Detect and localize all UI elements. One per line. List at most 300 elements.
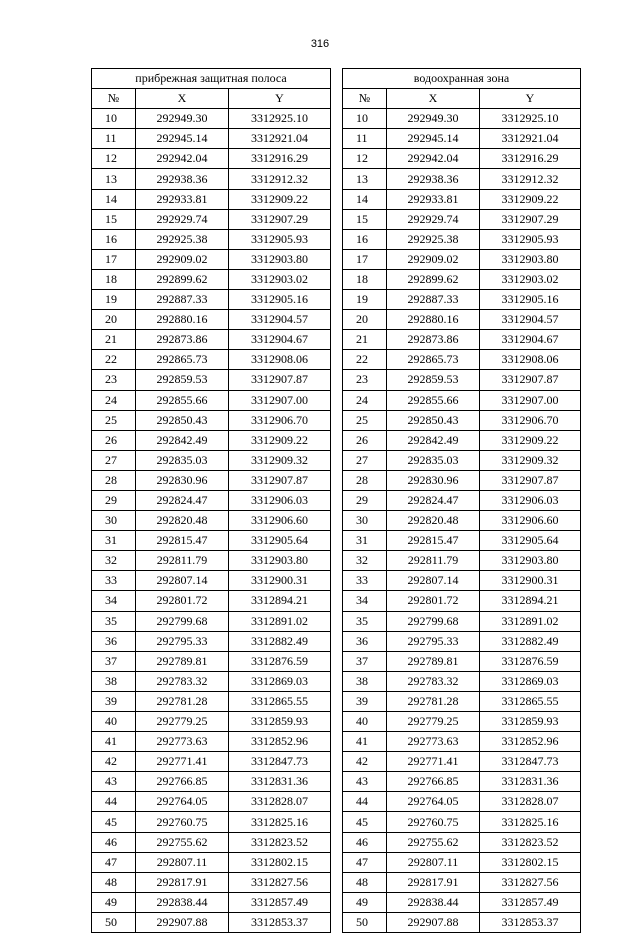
left-y-coordinate: 3312831.36 (229, 772, 331, 792)
left-point-number: 40 (92, 712, 136, 732)
left-point-number: 37 (92, 651, 136, 671)
right-x-coordinate: 292801.72 (387, 591, 480, 611)
right-y-coordinate: 3312903.02 (480, 269, 581, 289)
right-y-coordinate: 3312869.03 (480, 671, 581, 691)
right-x-coordinate: 292945.14 (387, 129, 480, 149)
table-gap (331, 350, 343, 370)
left-point-number: 48 (92, 872, 136, 892)
table-row (92, 410, 581, 430)
left-point-number: 50 (92, 912, 136, 932)
right-y-coordinate: 3312900.31 (480, 571, 581, 591)
left-y-coordinate: 3312859.93 (229, 712, 331, 732)
right-point-number: 43 (343, 772, 387, 792)
left-point-number: 12 (92, 149, 136, 169)
right-y-coordinate: 3312921.04 (480, 129, 581, 149)
table-gap (331, 189, 343, 209)
right-header-x: X (387, 89, 480, 109)
table-gap (331, 249, 343, 269)
left-x-coordinate: 292771.41 (136, 752, 229, 772)
left-point-number: 21 (92, 330, 136, 350)
left-y-coordinate: 3312906.03 (229, 490, 331, 510)
right-point-number: 44 (343, 792, 387, 812)
right-y-coordinate: 3312909.22 (480, 189, 581, 209)
table-row (92, 109, 581, 129)
right-y-coordinate: 3312847.73 (480, 752, 581, 772)
left-y-coordinate: 3312865.55 (229, 691, 331, 711)
left-x-coordinate: 292942.04 (136, 149, 229, 169)
table-row (92, 551, 581, 571)
left-x-coordinate: 292899.62 (136, 269, 229, 289)
table-gap (331, 892, 343, 912)
left-header-y: Y (229, 89, 331, 109)
right-y-coordinate: 3312825.16 (480, 812, 581, 832)
table-header-row (92, 89, 581, 109)
table-row (92, 892, 581, 912)
right-point-number: 48 (343, 872, 387, 892)
table-gap (331, 591, 343, 611)
right-x-coordinate: 292771.41 (387, 752, 480, 772)
table-gap (331, 772, 343, 792)
left-point-number: 11 (92, 129, 136, 149)
left-x-coordinate: 292907.88 (136, 912, 229, 932)
left-x-coordinate: 292764.05 (136, 792, 229, 812)
right-point-number: 26 (343, 430, 387, 450)
right-point-number: 13 (343, 169, 387, 189)
table-gap (331, 631, 343, 651)
table-gap (331, 611, 343, 631)
left-x-coordinate: 292773.63 (136, 732, 229, 752)
left-point-number: 13 (92, 169, 136, 189)
right-x-coordinate: 292835.03 (387, 450, 480, 470)
table-row (92, 370, 581, 390)
right-point-number: 31 (343, 531, 387, 551)
right-point-number: 47 (343, 852, 387, 872)
right-x-coordinate: 292807.14 (387, 571, 480, 591)
table-gap (331, 832, 343, 852)
left-point-number: 46 (92, 832, 136, 852)
left-point-number: 45 (92, 812, 136, 832)
left-x-coordinate: 292807.14 (136, 571, 229, 591)
right-point-number: 30 (343, 511, 387, 531)
left-y-coordinate: 3312853.37 (229, 912, 331, 932)
left-x-coordinate: 292880.16 (136, 310, 229, 330)
table-row (92, 531, 581, 551)
table-gap (331, 732, 343, 752)
left-y-coordinate: 3312921.04 (229, 129, 331, 149)
right-y-coordinate: 3312907.87 (480, 370, 581, 390)
table-row (92, 330, 581, 350)
left-y-coordinate: 3312825.16 (229, 812, 331, 832)
right-x-coordinate: 292789.81 (387, 651, 480, 671)
left-y-coordinate: 3312912.32 (229, 169, 331, 189)
left-point-number: 27 (92, 450, 136, 470)
left-y-coordinate: 3312903.80 (229, 551, 331, 571)
table-row (92, 310, 581, 330)
left-point-number: 24 (92, 390, 136, 410)
left-x-coordinate: 292795.33 (136, 631, 229, 651)
left-point-number: 30 (92, 511, 136, 531)
table-row (92, 149, 581, 169)
left-y-coordinate: 3312905.93 (229, 229, 331, 249)
left-header-x: X (136, 89, 229, 109)
right-y-coordinate: 3312828.07 (480, 792, 581, 812)
left-point-number: 44 (92, 792, 136, 812)
left-y-coordinate: 3312876.59 (229, 651, 331, 671)
right-point-number: 49 (343, 892, 387, 912)
right-point-number: 42 (343, 752, 387, 772)
left-point-number: 25 (92, 410, 136, 430)
table-gap (331, 752, 343, 772)
right-point-number: 23 (343, 370, 387, 390)
table-row (92, 752, 581, 772)
table-gap (331, 551, 343, 571)
left-x-coordinate: 292807.11 (136, 852, 229, 872)
table-gap (331, 792, 343, 812)
left-x-coordinate: 292789.81 (136, 651, 229, 671)
left-y-coordinate: 3312882.49 (229, 631, 331, 651)
left-point-number: 22 (92, 350, 136, 370)
table-row (92, 269, 581, 289)
right-x-coordinate: 292760.75 (387, 812, 480, 832)
right-y-coordinate: 3312925.10 (480, 109, 581, 129)
right-point-number: 18 (343, 269, 387, 289)
right-x-coordinate: 292799.68 (387, 611, 480, 631)
table-row (92, 852, 581, 872)
right-x-coordinate: 292781.28 (387, 691, 480, 711)
table-row (92, 290, 581, 310)
left-x-coordinate: 292929.74 (136, 209, 229, 229)
left-y-coordinate: 3312907.29 (229, 209, 331, 229)
table-row (92, 812, 581, 832)
table-gap (331, 169, 343, 189)
left-point-number: 47 (92, 852, 136, 872)
table-row (92, 591, 581, 611)
table-gap (331, 651, 343, 671)
table-gap (331, 571, 343, 591)
left-x-coordinate: 292842.49 (136, 430, 229, 450)
table-row (92, 470, 581, 490)
right-x-coordinate: 292865.73 (387, 350, 480, 370)
left-y-coordinate: 3312828.07 (229, 792, 331, 812)
right-x-coordinate: 292820.48 (387, 511, 480, 531)
left-y-coordinate: 3312908.06 (229, 350, 331, 370)
table-gap (331, 290, 343, 310)
right-header-y: Y (480, 89, 581, 109)
table-row (92, 129, 581, 149)
right-x-coordinate: 292764.05 (387, 792, 480, 812)
right-point-number: 46 (343, 832, 387, 852)
left-point-number: 33 (92, 571, 136, 591)
left-point-number: 35 (92, 611, 136, 631)
left-point-number: 14 (92, 189, 136, 209)
table-gap (331, 390, 343, 410)
right-point-number: 15 (343, 209, 387, 229)
table-row (92, 611, 581, 631)
right-point-number: 50 (343, 912, 387, 932)
left-point-number: 10 (92, 109, 136, 129)
left-y-coordinate: 3312906.60 (229, 511, 331, 531)
right-y-coordinate: 3312823.52 (480, 832, 581, 852)
left-x-coordinate: 292945.14 (136, 129, 229, 149)
table-body (92, 109, 581, 933)
right-x-coordinate: 292842.49 (387, 430, 480, 450)
table-row (92, 772, 581, 792)
left-point-number: 31 (92, 531, 136, 551)
right-point-number: 25 (343, 410, 387, 430)
left-point-number: 23 (92, 370, 136, 390)
table-gap (331, 370, 343, 390)
left-x-coordinate: 292801.72 (136, 591, 229, 611)
right-x-coordinate: 292907.88 (387, 912, 480, 932)
right-point-number: 16 (343, 229, 387, 249)
left-point-number: 16 (92, 229, 136, 249)
left-x-coordinate: 292925.38 (136, 229, 229, 249)
right-y-coordinate: 3312852.96 (480, 732, 581, 752)
right-y-coordinate: 3312831.36 (480, 772, 581, 792)
right-y-coordinate: 3312891.02 (480, 611, 581, 631)
left-x-coordinate: 292781.28 (136, 691, 229, 711)
left-x-coordinate: 292855.66 (136, 390, 229, 410)
right-y-coordinate: 3312907.00 (480, 390, 581, 410)
right-y-coordinate: 3312906.03 (480, 490, 581, 510)
left-x-coordinate: 292838.44 (136, 892, 229, 912)
left-point-number: 15 (92, 209, 136, 229)
right-y-coordinate: 3312916.29 (480, 149, 581, 169)
left-table-title: прибрежная защитная полоса (92, 69, 331, 89)
table-gap (331, 209, 343, 229)
right-header-number: № (343, 89, 387, 109)
right-point-number: 28 (343, 470, 387, 490)
right-x-coordinate: 292942.04 (387, 149, 480, 169)
right-point-number: 32 (343, 551, 387, 571)
table-gap (331, 852, 343, 872)
left-x-coordinate: 292820.48 (136, 511, 229, 531)
left-x-coordinate: 292887.33 (136, 290, 229, 310)
left-point-number: 36 (92, 631, 136, 651)
left-y-coordinate: 3312907.87 (229, 470, 331, 490)
left-y-coordinate: 3312906.70 (229, 410, 331, 430)
right-point-number: 14 (343, 189, 387, 209)
table-gap (331, 89, 343, 109)
table-row (92, 229, 581, 249)
left-y-coordinate: 3312916.29 (229, 149, 331, 169)
table-row (92, 671, 581, 691)
right-x-coordinate: 292815.47 (387, 531, 480, 551)
right-point-number: 17 (343, 249, 387, 269)
right-x-coordinate: 292766.85 (387, 772, 480, 792)
left-x-coordinate: 292909.02 (136, 249, 229, 269)
coordinates-table (91, 68, 581, 933)
right-point-number: 12 (343, 149, 387, 169)
right-x-coordinate: 292755.62 (387, 832, 480, 852)
table-gap (331, 712, 343, 732)
table-title-row (92, 69, 581, 89)
table-row (92, 430, 581, 450)
left-x-coordinate: 292949.30 (136, 109, 229, 129)
table-gap (331, 129, 343, 149)
left-y-coordinate: 3312891.02 (229, 611, 331, 631)
table-gap (331, 872, 343, 892)
right-point-number: 29 (343, 490, 387, 510)
right-x-coordinate: 292938.36 (387, 169, 480, 189)
right-y-coordinate: 3312882.49 (480, 631, 581, 651)
table-row (92, 651, 581, 671)
right-point-number: 27 (343, 450, 387, 470)
left-y-coordinate: 3312894.21 (229, 591, 331, 611)
right-x-coordinate: 292817.91 (387, 872, 480, 892)
right-y-coordinate: 3312859.93 (480, 712, 581, 732)
left-point-number: 17 (92, 249, 136, 269)
table-gap (331, 69, 343, 89)
right-x-coordinate: 292933.81 (387, 189, 480, 209)
left-x-coordinate: 292815.47 (136, 531, 229, 551)
table-row (92, 631, 581, 651)
left-x-coordinate: 292817.91 (136, 872, 229, 892)
right-y-coordinate: 3312904.57 (480, 310, 581, 330)
left-y-coordinate: 3312904.57 (229, 310, 331, 330)
left-y-coordinate: 3312905.64 (229, 531, 331, 551)
left-y-coordinate: 3312869.03 (229, 671, 331, 691)
right-x-coordinate: 292909.02 (387, 249, 480, 269)
table-gap (331, 229, 343, 249)
left-y-coordinate: 3312852.96 (229, 732, 331, 752)
right-point-number: 38 (343, 671, 387, 691)
left-y-coordinate: 3312903.02 (229, 269, 331, 289)
left-point-number: 34 (92, 591, 136, 611)
table-row (92, 390, 581, 410)
right-x-coordinate: 292779.25 (387, 712, 480, 732)
right-x-coordinate: 292838.44 (387, 892, 480, 912)
left-point-number: 20 (92, 310, 136, 330)
table-row (92, 511, 581, 531)
right-y-coordinate: 3312904.67 (480, 330, 581, 350)
left-point-number: 28 (92, 470, 136, 490)
left-y-coordinate: 3312909.32 (229, 450, 331, 470)
right-y-coordinate: 3312827.56 (480, 872, 581, 892)
table-row (92, 571, 581, 591)
right-point-number: 11 (343, 129, 387, 149)
right-x-coordinate: 292880.16 (387, 310, 480, 330)
table-row (92, 189, 581, 209)
left-x-coordinate: 292859.53 (136, 370, 229, 390)
table-row (92, 249, 581, 269)
table-row (92, 490, 581, 510)
table-gap (331, 450, 343, 470)
left-y-coordinate: 3312925.10 (229, 109, 331, 129)
right-y-coordinate: 3312903.80 (480, 249, 581, 269)
right-point-number: 35 (343, 611, 387, 631)
table-row (92, 792, 581, 812)
left-x-coordinate: 292811.79 (136, 551, 229, 571)
left-y-coordinate: 3312847.73 (229, 752, 331, 772)
right-x-coordinate: 292824.47 (387, 490, 480, 510)
right-point-number: 10 (343, 109, 387, 129)
right-y-coordinate: 3312909.22 (480, 430, 581, 450)
table-row (92, 350, 581, 370)
right-x-coordinate: 292850.43 (387, 410, 480, 430)
left-y-coordinate: 3312802.15 (229, 852, 331, 872)
right-point-number: 40 (343, 712, 387, 732)
table-row (92, 912, 581, 932)
left-point-number: 41 (92, 732, 136, 752)
left-point-number: 18 (92, 269, 136, 289)
right-y-coordinate: 3312907.29 (480, 209, 581, 229)
left-point-number: 43 (92, 772, 136, 792)
right-y-coordinate: 3312903.80 (480, 551, 581, 571)
right-x-coordinate: 292949.30 (387, 109, 480, 129)
left-y-coordinate: 3312907.00 (229, 390, 331, 410)
right-x-coordinate: 292807.11 (387, 852, 480, 872)
right-y-coordinate: 3312876.59 (480, 651, 581, 671)
right-y-coordinate: 3312905.64 (480, 531, 581, 551)
left-x-coordinate: 292830.96 (136, 470, 229, 490)
table-row (92, 691, 581, 711)
left-x-coordinate: 292766.85 (136, 772, 229, 792)
left-point-number: 39 (92, 691, 136, 711)
left-y-coordinate: 3312907.87 (229, 370, 331, 390)
right-point-number: 20 (343, 310, 387, 330)
right-y-coordinate: 3312865.55 (480, 691, 581, 711)
left-y-coordinate: 3312823.52 (229, 832, 331, 852)
left-point-number: 49 (92, 892, 136, 912)
right-x-coordinate: 292873.86 (387, 330, 480, 350)
right-x-coordinate: 292773.63 (387, 732, 480, 752)
left-x-coordinate: 292865.73 (136, 350, 229, 370)
left-x-coordinate: 292835.03 (136, 450, 229, 470)
left-x-coordinate: 292783.32 (136, 671, 229, 691)
right-x-coordinate: 292899.62 (387, 269, 480, 289)
right-point-number: 21 (343, 330, 387, 350)
right-y-coordinate: 3312907.87 (480, 470, 581, 490)
right-y-coordinate: 3312857.49 (480, 892, 581, 912)
right-point-number: 36 (343, 631, 387, 651)
left-point-number: 32 (92, 551, 136, 571)
table-row (92, 832, 581, 852)
table-gap (331, 470, 343, 490)
right-y-coordinate: 3312905.93 (480, 229, 581, 249)
right-y-coordinate: 3312906.60 (480, 511, 581, 531)
table-gap (331, 149, 343, 169)
table-gap (331, 109, 343, 129)
left-x-coordinate: 292799.68 (136, 611, 229, 631)
left-x-coordinate: 292760.75 (136, 812, 229, 832)
left-y-coordinate: 3312904.67 (229, 330, 331, 350)
right-point-number: 22 (343, 350, 387, 370)
right-y-coordinate: 3312909.32 (480, 450, 581, 470)
left-x-coordinate: 292824.47 (136, 490, 229, 510)
left-x-coordinate: 292933.81 (136, 189, 229, 209)
left-y-coordinate: 3312909.22 (229, 430, 331, 450)
left-y-coordinate: 3312900.31 (229, 571, 331, 591)
right-x-coordinate: 292855.66 (387, 390, 480, 410)
table-gap (331, 511, 343, 531)
left-y-coordinate: 3312857.49 (229, 892, 331, 912)
left-point-number: 42 (92, 752, 136, 772)
table-gap (331, 330, 343, 350)
right-y-coordinate: 3312802.15 (480, 852, 581, 872)
right-x-coordinate: 292811.79 (387, 551, 480, 571)
table-gap (331, 269, 343, 289)
right-point-number: 41 (343, 732, 387, 752)
right-point-number: 34 (343, 591, 387, 611)
table-row (92, 872, 581, 892)
table-row (92, 712, 581, 732)
table-gap (331, 691, 343, 711)
left-y-coordinate: 3312903.80 (229, 249, 331, 269)
right-y-coordinate: 3312908.06 (480, 350, 581, 370)
left-header-number: № (92, 89, 136, 109)
right-point-number: 24 (343, 390, 387, 410)
